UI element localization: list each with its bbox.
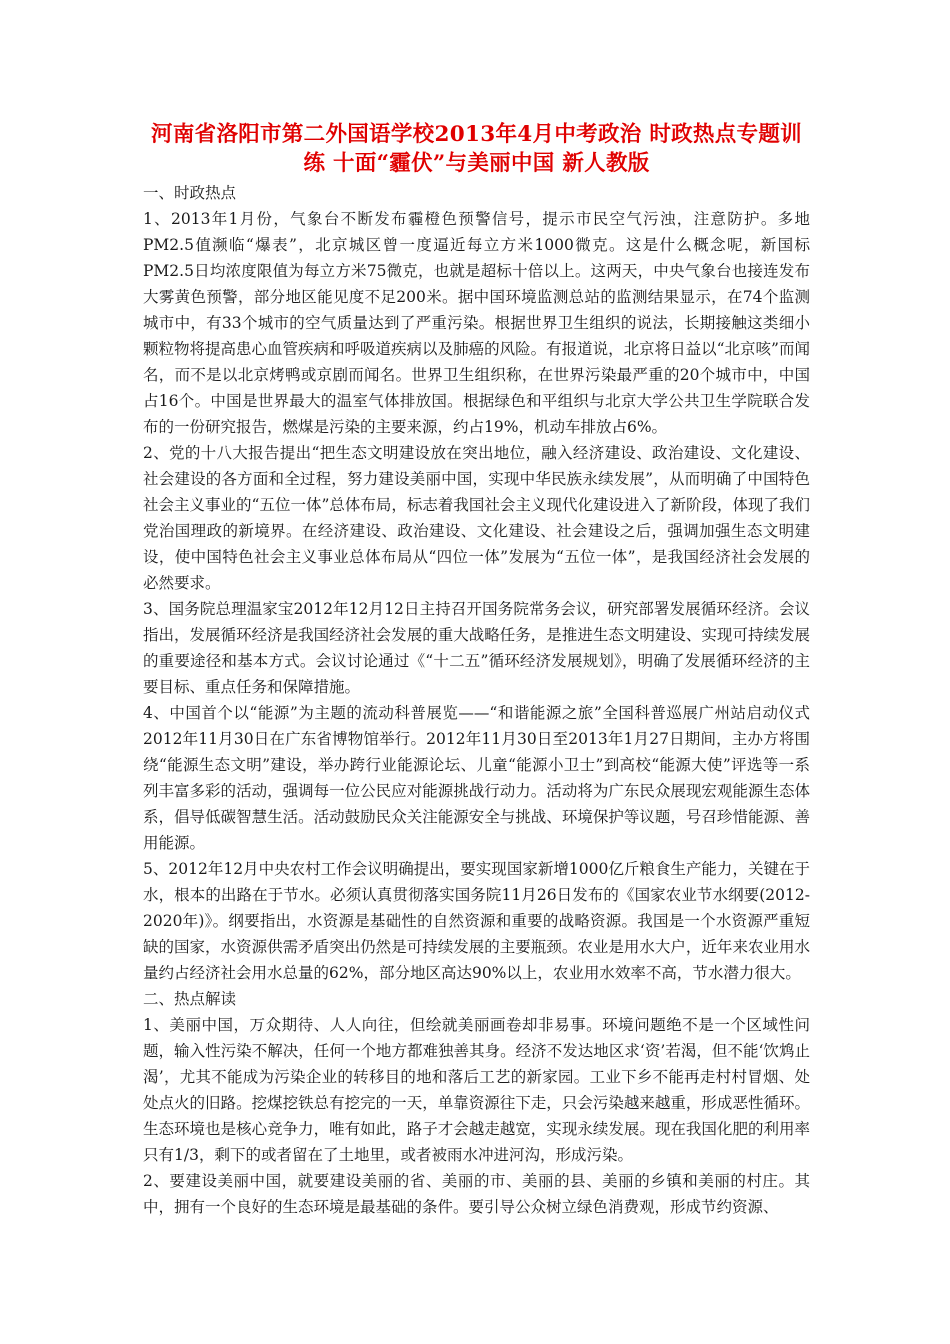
section-interpretation bbox=[143, 986, 810, 1220]
section-current-affairs bbox=[143, 180, 810, 986]
paragraph: 2、要建设美丽中国，就要建设美丽的省、美丽的市、美丽的县、美丽的乡镇和美丽的村庄。其中，拥有一个良好的生态环境是最基础的条件。要引导公众树立绿色消费观，形成节约资源、 bbox=[143, 1172, 810, 1216]
paragraph: 5、2012年12月中央农村工作会议明确提出，要实现国家新增1000亿斤粮食生产能力，关键在于水，根本的出路在于节水。必须认真贯彻落实国务院11月26日发布的《国家农业节水纲要(2012-2020年)》。纲要指出，水资源是基础性的自然资源和重要的战略资源。我国是一个水资源严重短缺的国家，水资源供需矛盾突出仍然是可持续发展的主要瓶颈。农业是用水大户，近年来农业用水量约占经济社会用水总量的62%，部分地区高达90%以上，农业用水效率不高，节水潜力很大。 bbox=[143, 860, 810, 982]
document-page bbox=[143, 120, 810, 1220]
document-title: 河南省洛阳市第二外国语学校2013年4月中考政治 时政热点专题训练 十面“霾伏”与美丽中国 新人教版 bbox=[151, 122, 802, 176]
paragraph: 1、2013年1月份，气象台不断发布霾橙色预警信号，提示市民空气污浊，注意防护。多地PM2.5值濒临“爆表”，北京城区曾一度逼近每立方米1000微克。这是什么概念呢，新国标PM2.5日均浓度限值为每立方米75微克，也就是超标十倍以上。这两天，中央气象台也接连发布大雾黄色预警，部分地区能见度不足200米。据中国环境监测总站的监测结果显示，在74个监测城市中，有33个城市的空气质量达到了严重污染。根据世界卫生组织的说法，长期接触这类细小颗粒物将提高患心血管疾病和呼吸道疾病以及肺癌的风险。有报道说，北京将日益以“北京咳”而闻名，而不是以北京烤鸭或京剧而闻名。世界卫生组织称，在世界污染最严重的20个城市中，中国占16个。中国是世界最大的温室气体排放国。根据绿色和平组织与北京大学公共卫生学院联合发布的一份研究报告，燃煤是污染的主要来源，约占19%，机动车排放占6%。 bbox=[143, 210, 810, 436]
paragraph: 3、国务院总理温家宝2012年12月12日主持召开国务院常务会议，研究部署发展循环经济。会议指出，发展循环经济是我国经济社会发展的重大战略任务，是推进生态文明建设、实现可持续发展的重要途径和基本方式。会议讨论通过《“十二五”循环经济发展规划》，明确了发展循环经济的主要目标、重点任务和保障措施。 bbox=[143, 600, 810, 696]
section-heading: 二、热点解读 bbox=[143, 990, 237, 1008]
paragraph: 4、中国首个以“能源”为主题的流动科普展览——“和谐能源之旅”全国科普巡展广州站启动仪式2012年11月30日在广东省博物馆举行。2012年11月30日至2013年1月27日期间，主办方将围绕“能源生态文明”建设，举办跨行业能源论坛、儿童“能源小卫士”到高校“能源大使”评选等一系列丰富多彩的活动，强调每一位公民应对能源挑战行动力。活动将为广东民众展现宏观能源生态体系，倡导低碳智慧生活。活动鼓励民众关注能源安全与挑战、环境保护等议题，号召珍惜能源、善用能源。 bbox=[143, 704, 810, 852]
paragraph: 1、美丽中国，万众期待、人人向往，但绘就美丽画卷却非易事。环境问题绝不是一个区域性问题，输入性污染不解决，任何一个地方都难独善其身。经济不发达地区求‘资’若渴，但不能‘饮鸩止渴’，尤其不能成为污染企业的转移目的地和落后工艺的新家园。工业下乡不能再走村村冒烟、处处点火的旧路。挖煤挖铁总有挖完的一天，单靠资源往下走，只会污染越来越重，形成恶性循环。生态环境也是核心竞争力，唯有如此，路子才会越走越宽，实现永续发展。现在我国化肥的利用率只有1/3，剩下的或者留在了土地里，或者被雨水冲进河沟，形成污染。 bbox=[143, 1016, 810, 1164]
paragraph: 2、党的十八大报告提出“把生态文明建设放在突出地位，融入经济建设、政治建设、文化建设、社会建设的各方面和全过程，努力建设美丽中国，实现中华民族永续发展”，从而明确了中国特色社会主义事业的“五位一体”总体布局，标志着我国社会主义现代化建设进入了新阶段，体现了我们党治国理政的新境界。在经济建设、政治建设、文化建设、社会建设之后，强调加强生态文明建设，使中国特色社会主义事业总体布局从“四位一体”发展为“五位一体”，是我国经济社会发展的必然要求。 bbox=[143, 444, 810, 592]
section-heading: 一、时政热点 bbox=[143, 184, 237, 202]
